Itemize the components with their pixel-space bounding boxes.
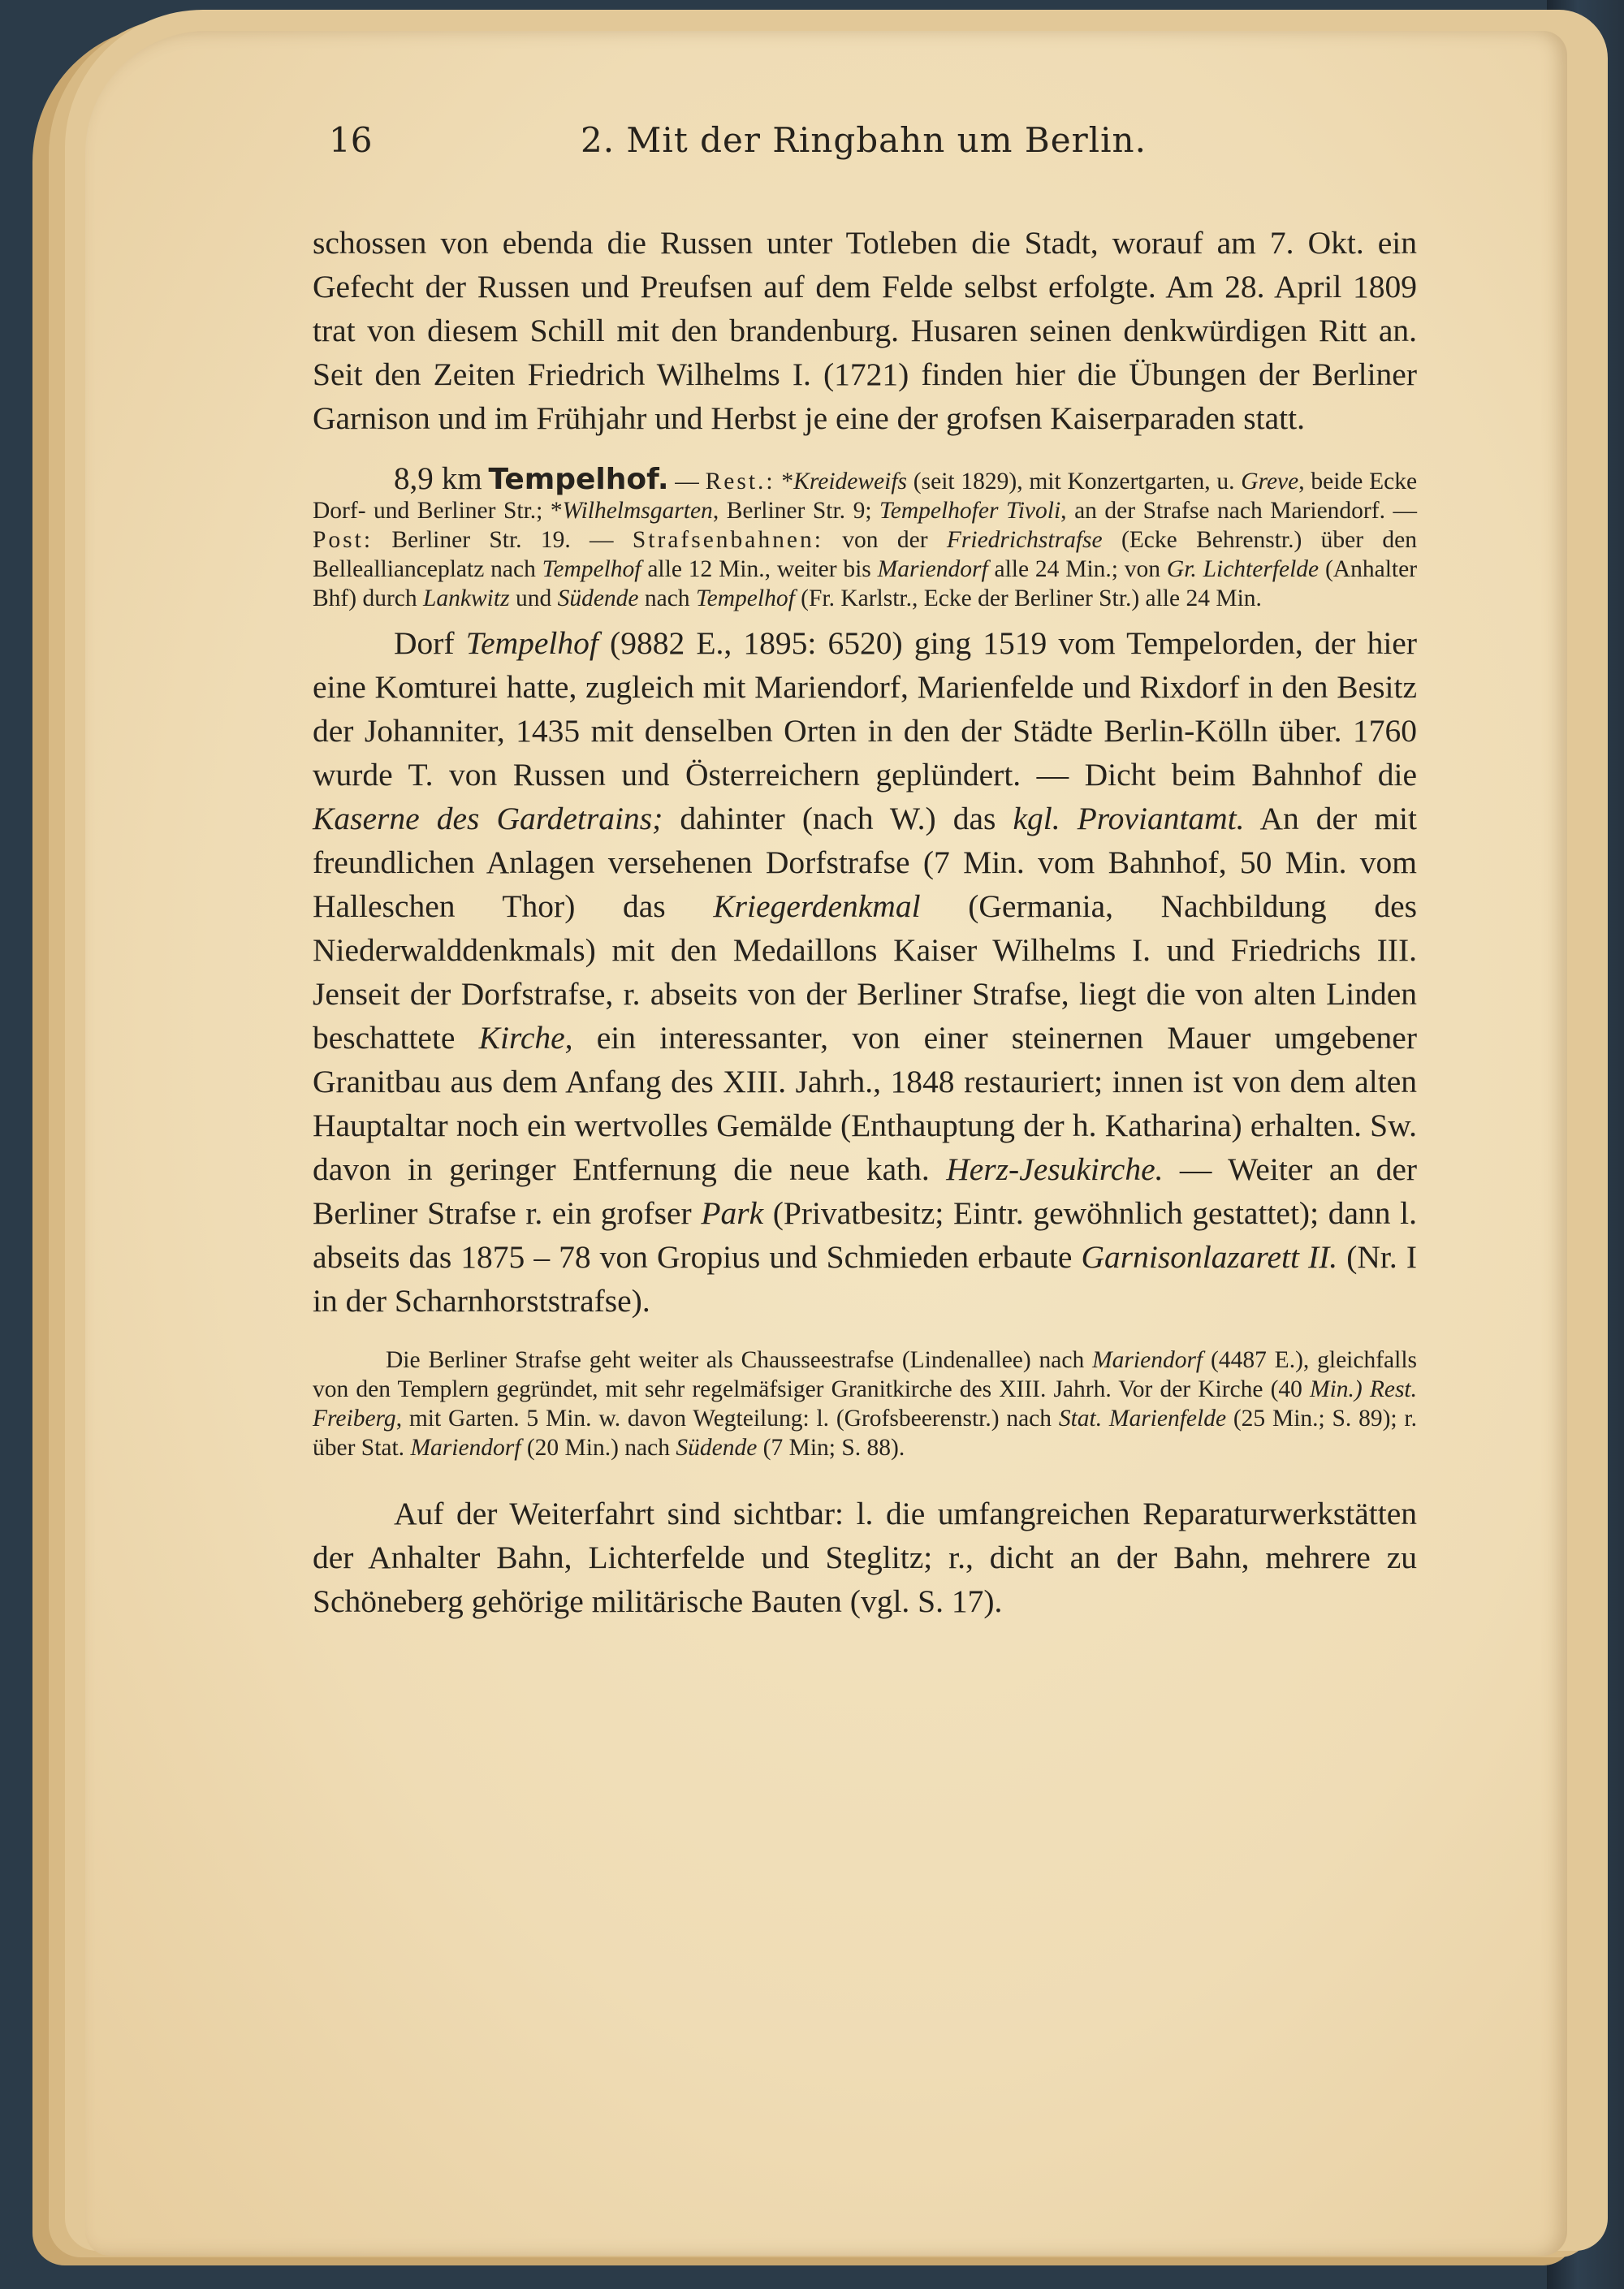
station-entry-tempelhof: 8,9 km Tempelhof. — Rest.: *Kreideweifs (seit 1829), mit Konzertgarten, u. Greve, beide Ecke Dorf- und Berliner Str.; *Wilhelmsgarten, Berliner Str. 9; Tempelhofer Tivoli, an der Strafse nach Mariendorf. — Post: Berliner Str. 19. — Strafsenbahnen: von der Friedrichstrafse (Ecke Behrenstr.) über den Belleallianceplatz nach Tempelhof alle 12 Min., weiter bis Mariendorf alle 24 Min.; von Gr. Lichterfelde (Anhalter Bhf) durch Lankwitz und Südende nach Tempelhof (Fr. Karlstr., Ecke der Berliner Str.) alle 24 Min.: [313, 461, 1418, 611]
page-number: 16: [329, 120, 373, 160]
paragraph-history: schossen von ebenda die Russen unter Totleben die Stadt, worauf am 7. Okt. ein Gefecht der Russen und Preufsen auf dem Felde selbst erfolgte. Am 28. April 1809 trat von diesem Schill mit den brandenburg. Husaren seinen denkwürdigen Ritt an. Seit den Zeiten Friedrich Wilhelms I. (1721) finden hier die Übungen der Berliner Garnison und im Frühjahr und Herbst je eine der grofsen Kaiserparaden statt.: [313, 225, 1417, 436]
paragraph-weiterfahrt: Auf der Weiterfahrt sind sichtbar: l. die umfangreichen Reparaturwerkstätten der Anhalter Bahn, Lichterfelde und Steglitz; r., dicht an der Bahn, mehrere zu Schöneberg gehörige militärische Bauten (vgl. S. 17).: [313, 1496, 1417, 1619]
chapter-title: 2. Mit der Ringbahn um Berlin.: [581, 120, 1147, 160]
page-text: [313, 114, 1417, 1623]
station-name: Tempelhof.: [488, 463, 669, 496]
paragraph-dorf-tempelhof: Dorf Tempelhof (9882 E., 1895: 6520) ging 1519 vom Tempelorden, der hier eine Komturei hatte, zugleich mit Mariendorf, Marienfelde und Rixdorf in den Besitz der Johanniter, 1435 mit denselben Orten in den der Städte Berlin-Kölln über. 1760 wurde T. von Russen und Österreichern geplündert. — Dicht beim Bahnhof die Kaserne des Gardetrains; dahinter (nach W.) das kgl. Proviantamt. An der mit freundlichen Anlagen versehenen Dorfstrafse (7 Min. vom Bahnhof, 50 Min. vom Halleschen Thor) das Kriegerdenkmal (Germania, Nachbildung des Niederwalddenkmals) mit den Medaillons Kaiser Wilhelms I. und Friedrichs III. Jenseit der Dorfstrafse, r. abseits von der Berliner Strafse, liegt die von alten Linden beschattete Kirche, ein interessanter, von einer steinernen Mauer umgebener Granitbau aus dem Anfang des XIII. Jahrh., 1848 restauriert; innen ist von dem alten Hauptaltar noch ein wertvolles Gemälde (Enthauptung der h. Katharina) erhalten. Sw. davon in geringer Entfernung die neue kath. Herz-Jesukirche. — Weiter an der Berliner Strafse r. ein grofser Park (Privatbesitz; Eintr. gewöhnlich gestattet); dann l. abseits das 1875 – 78 von Gropius und Schmieden erbaute Garnisonlazarett II. (Nr. I in der Scharnhorststrafse).: [313, 625, 1417, 1319]
running-head: [313, 114, 1417, 179]
paragraph-mariendorf-note: Die Berliner Strafse geht weiter als Chausseestrafse (Lindenallee) nach Mariendorf (4487 E.), gleichfalls von den Templern gegründet, mit sehr regelmäfsiger Granitkirche des XIII. Jahrh. Vor der Kirche (40 Min.) Rest. Freiberg, mit Garten. 5 Min. w. davon Wegteilung: l. (Grofsbeerenstr.) nach Stat. Marienfelde (25 Min.; S. 89); r. über Stat. Mariendorf (20 Min.) nach Südende (7 Min; S. 88).: [313, 1347, 1417, 1461]
